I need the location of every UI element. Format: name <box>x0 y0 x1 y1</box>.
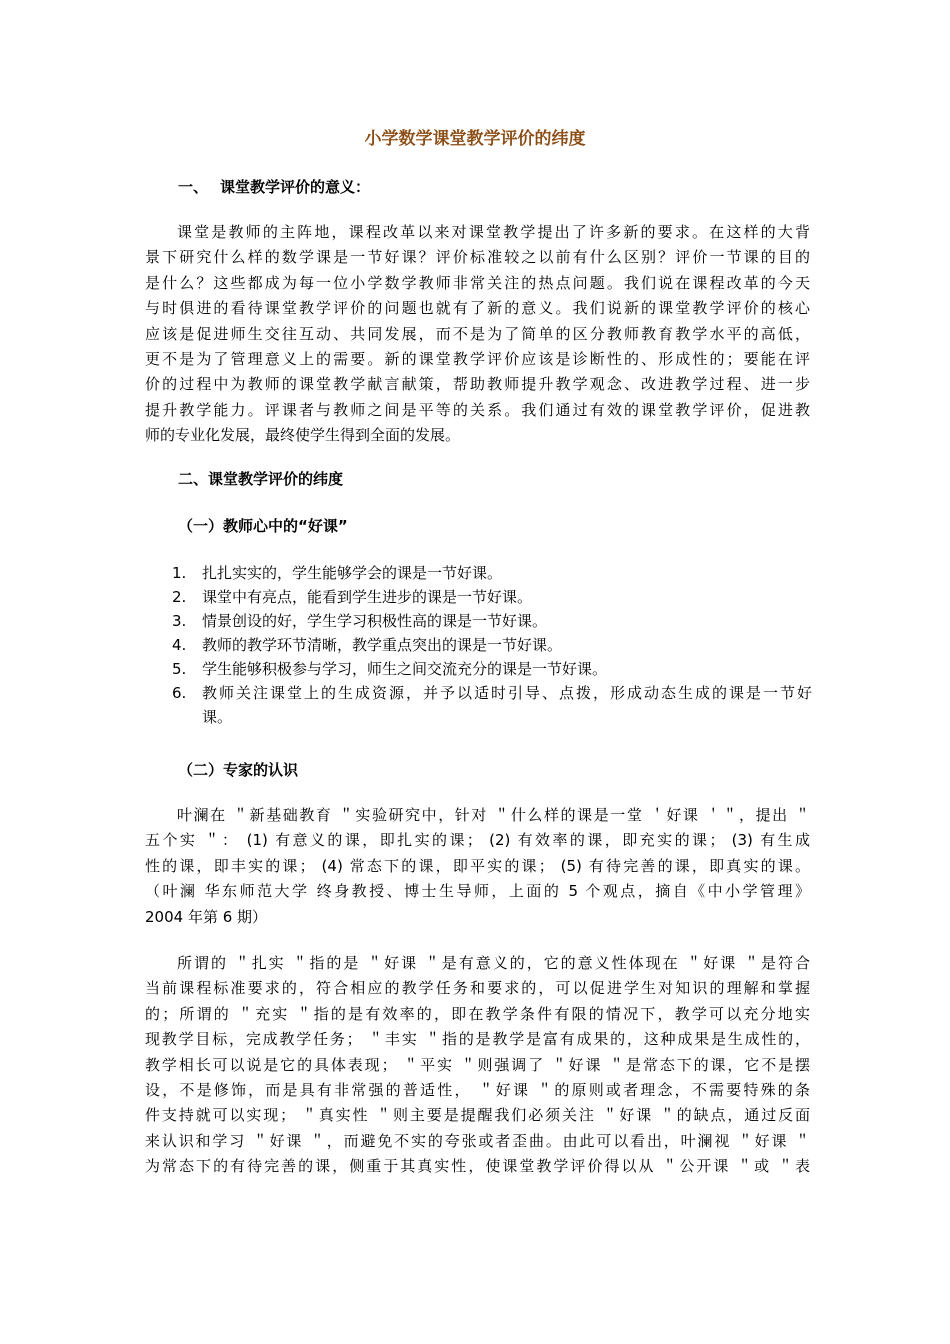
paragraph-line: 设，不是修饰，而是具有非常强的普适性， ＂好课 ＂的原则或者理念，不需要特殊的条 <box>145 1080 810 1099</box>
section1-paragraph <box>145 220 810 449</box>
paragraph-line: 性的课，即丰实的课； (4) 常态下的课，即平实的课； (5) 有待完善的课，即真实的课。 <box>145 856 810 875</box>
paragraph-line: 更不是为了管理意义上的需要。新的课堂教学评价应该是诊断性的、形成性的；要能在评 <box>145 349 810 368</box>
list-item <box>172 657 812 681</box>
paragraph-line: 所谓的 ＂扎实 ＂指的是 ＂好课 ＂是有意义的，它的意义性体现在 ＂好课 ＂是符合 <box>177 954 810 972</box>
paragraph-line: 当前课程标准要求的，符合相应的教学任务和要求的，可以促进学生对知识的理解和掌握 <box>145 979 810 998</box>
paragraph-line: 为常态下的有待完善的课，侧重于其真实性，使课堂教学评价得以从 ＂公开课 ＂或 ＂表 <box>145 1157 810 1176</box>
list-item-text: 教师关注课堂上的生成资源，并予以适时引导、点拨，形成动态生成的课是一节好 <box>202 684 812 702</box>
section1-number: 一、 <box>178 178 209 196</box>
list-item-text: 课堂中有亮点，能看到学生进步的课是一节好课。 <box>202 588 533 606</box>
subsection2-heading: （二）专家的认识 <box>178 761 299 779</box>
document-title: 小学数学课堂教学评价的纬度 <box>364 129 586 149</box>
list-item <box>172 633 812 657</box>
list-item <box>172 585 812 609</box>
paragraph-line: 现教学目标，完成教学任务； ＂丰实 ＂指的是教学是富有成果的，这种成果是生成性的， <box>145 1030 810 1049</box>
section1-heading <box>178 177 370 197</box>
paragraph-line: 提升教学能力。评课者与教师之间是平等的关系。我们通过有效的课堂教学评价，促进教 <box>145 400 810 419</box>
paragraph-line: 件支持就可以实现； ＂真实性 ＂则主要是提醒我们必须关注 ＂好课 ＂的缺点，通过反面 <box>145 1106 810 1125</box>
list-item <box>172 681 812 729</box>
paragraph-line: 师的专业化发展，最终使学生得到全面的发展。 <box>145 426 461 445</box>
list-item-number: 4. <box>172 636 187 654</box>
paragraph-line: 叶澜在 ＂新基础教育 ＂实验研究中，针对 ＂什么样的课是一堂 ＇好课 ＇＂，提出 ＂ <box>177 806 810 824</box>
paragraph-line: 应该是促进师生交往互动、共同发展，而不是为了简单的区分教师教育教学水平的高低， <box>145 324 810 343</box>
paragraph-line: 来认识和学习 ＂好课 ＂，而避免不实的夸张或者歪曲。由此可以看出，叶澜视 ＂好课 ＂ <box>145 1131 810 1150</box>
good-lesson-list <box>172 561 812 729</box>
section2-heading: 二、课堂教学评价的纬度 <box>178 470 344 488</box>
paragraph-line: 价的过程中为教师的课堂教学献言献策，帮助教师提升教学观念、改进教学过程、进一步 <box>145 375 810 394</box>
paragraph-line: 教学相长可以说是它的具体表现； ＂平实 ＂则强调了 ＂好课 ＂是常态下的课，它不是摆 <box>145 1055 810 1074</box>
list-item-text: 情景创设的好，学生学习积极性高的课是一节好课。 <box>202 612 548 630</box>
list-item-number: 1. <box>172 564 187 582</box>
paragraph-line: 的；所谓的 ＂充实 ＂指的是有效率的，即在教学条件有限的情况下，教学可以充分地实 <box>145 1004 810 1023</box>
paragraph-line: 五个实 ＂： (1) 有意义的课，即扎实的课； (2) 有效率的课，即充实的课； (3) 有生成 <box>145 831 810 850</box>
paragraph-line: 与时俱进的看待课堂教学评价的问题也就有了新的意义。我们说新的课堂教学评价的核心 <box>145 299 810 318</box>
paragraph-line: 2004 年第 6 期） <box>145 907 268 926</box>
subsection1-heading: （一）教师心中的“好课” <box>178 517 348 535</box>
list-item-text: 教师的教学环节清晰，教学重点突出的课是一节好课。 <box>202 636 563 654</box>
section1-heading-text: 课堂教学评价的意义： <box>220 178 371 196</box>
list-item-text: 扎扎实实的，学生能够学会的课是一节好课。 <box>202 564 503 582</box>
list-item <box>172 609 812 633</box>
expert-paragraph-1 <box>145 803 810 930</box>
paragraph-line: 是什么？这些都成为每一位小学数学教师非常关注的热点问题。我们说在课程改革的今天 <box>145 273 810 292</box>
list-item-text: 课。 <box>202 708 233 726</box>
expert-paragraph-2 <box>145 951 810 1180</box>
list-item-number: 2. <box>172 588 187 606</box>
list-item-number: 3. <box>172 612 187 630</box>
paragraph-line: 景下研究什么样的数学课是一节好课？评价标准较之以前有什么区别？评价一节课的目的 <box>145 248 810 267</box>
list-item-number: 6. <box>172 684 187 702</box>
list-item <box>172 561 812 585</box>
paragraph-line: （叶澜 华东师范大学 终身教授、博士生导师，上面的 5 个观点，摘自《中小学管理》 <box>145 882 810 901</box>
paragraph-line: 课堂是教师的主阵地，课程改革以来对课堂教学提出了许多新的要求。在这样的大背 <box>177 223 810 241</box>
list-item-text: 学生能够积极参与学习，师生之间交流充分的课是一节好课。 <box>202 660 608 678</box>
list-item-number: 5. <box>172 660 187 678</box>
